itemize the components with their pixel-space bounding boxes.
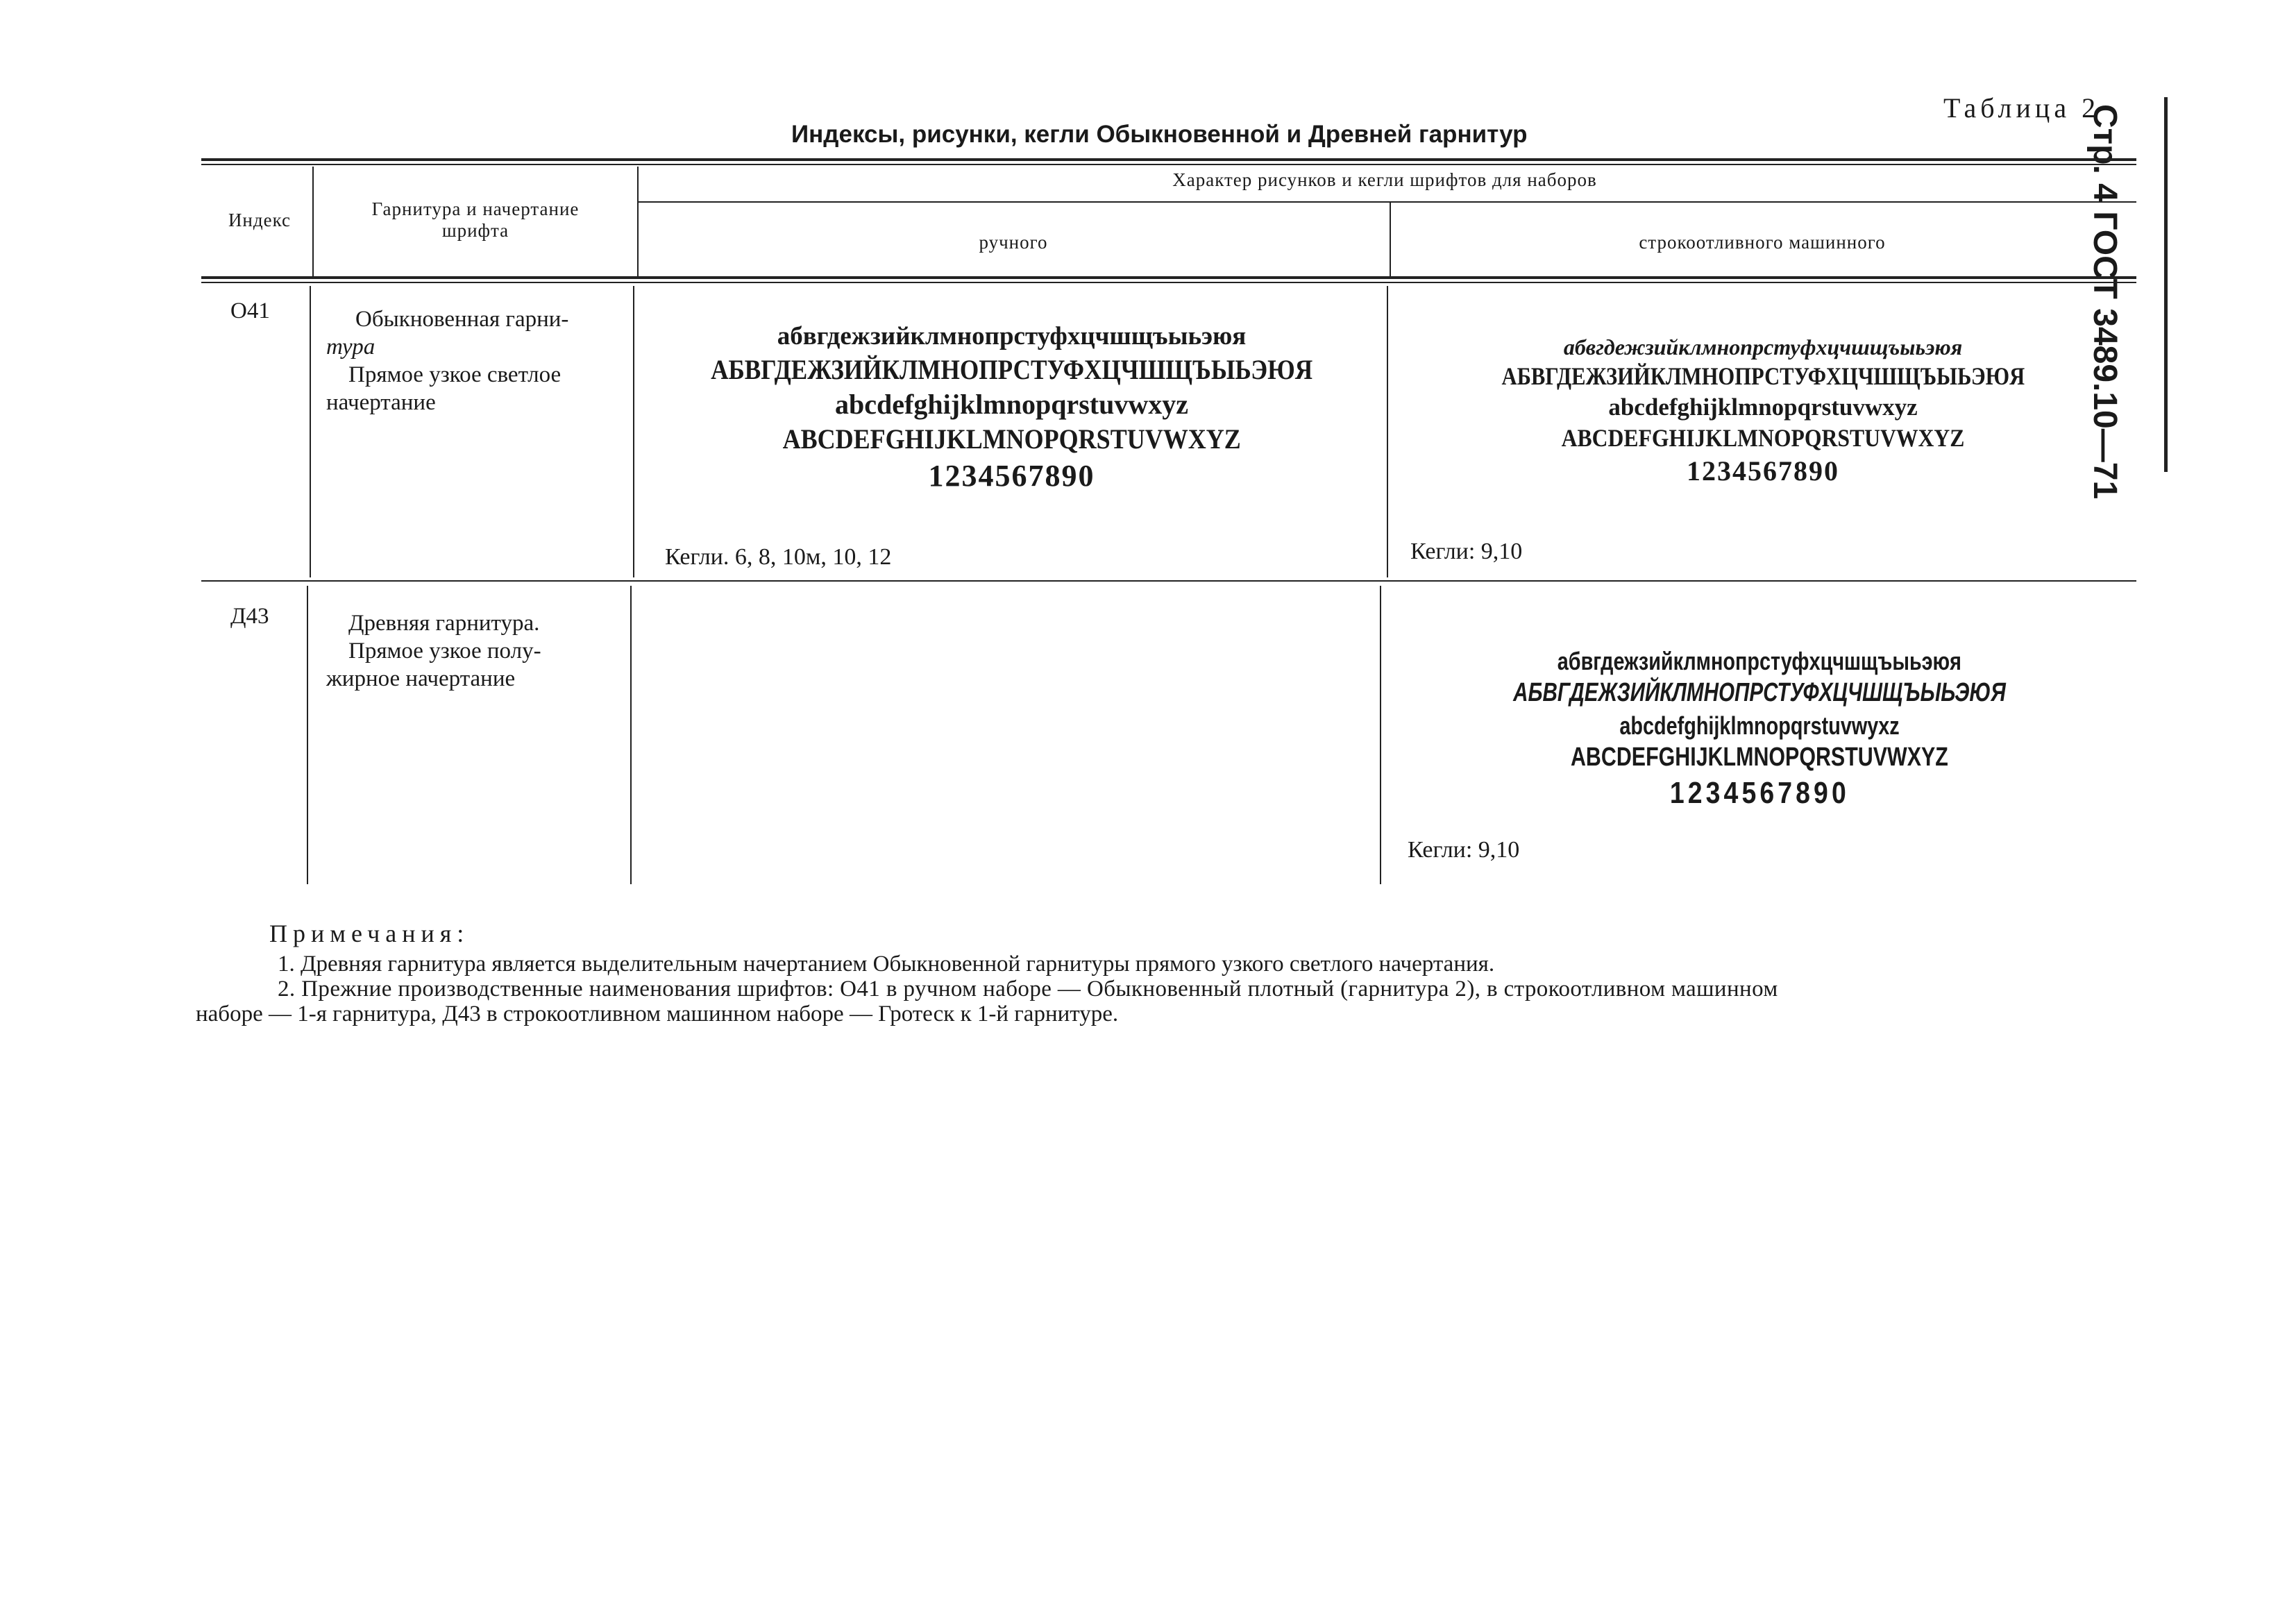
- header-sub-rule: [637, 201, 2136, 203]
- specimen-cyr-lower: абвгдежзийклмнопрстуфхцчшщъыьэюя: [1563, 335, 1963, 360]
- header-typeface-line2: шрифта: [441, 220, 509, 241]
- col-divider-1-header: [312, 167, 314, 276]
- header-typeface: [319, 198, 632, 242]
- header-character: Характер рисунков и кегли шрифтов для наборов: [1172, 169, 1597, 190]
- col-divider-2-row1: [633, 286, 634, 577]
- col-divider-1-row2: [307, 586, 308, 884]
- note-2-line1: 2. Прежние производственные наименования шрифтов: О41 в ручном наборе — Обыкновенный плотный (гарнитура 2), в строкоотливном машинном: [278, 977, 1778, 1001]
- header-machine: строкоотливного машинного: [1639, 232, 1886, 253]
- table-number: Таблица 2: [1943, 92, 2100, 124]
- row-index-o41: О41: [230, 298, 270, 323]
- specimen-o41-manual: [639, 321, 1385, 495]
- specimen-digits: 1234567890: [1687, 455, 1839, 487]
- specimen-cyr-upper: АБВГДЕЖЗИЙКЛМНОПРСТУФХЦЧШЩЪЫЬЭЮЯ: [1513, 678, 2006, 707]
- specimen-lat-lower: abcdefghijklmnopqrstuvwxyz: [835, 389, 1188, 421]
- specimen-lat-upper: ABCDEFGHIJKLMNOPQRSTUVWXYZ: [1561, 423, 1965, 452]
- col-divider-2-row2: [630, 586, 632, 884]
- side-rule: [2164, 97, 2168, 472]
- note-2-line2: наборе — 1-я гарнитура, Д43 в строкоотливном машинном наборе — Гротеск к 1-й гарнитуре.: [196, 1001, 1119, 1026]
- sizes-o41-manual: Кегли. 6, 8, 10м, 10, 12: [665, 544, 892, 570]
- header-index: Индекс: [228, 210, 292, 230]
- col-divider-3-row1: [1387, 286, 1388, 577]
- header-bottom-rule: [201, 276, 2136, 279]
- header-manual: ручного: [979, 232, 1048, 253]
- sizes-d43-machine: Кегли: 9,10: [1408, 837, 1520, 863]
- typeface-line: Прямое узкое светлое: [348, 362, 562, 387]
- typeface-line: начертание: [326, 390, 436, 415]
- table-top-rule-inner: [201, 164, 2136, 165]
- header-typeface-line1: Гарнитура и начертание: [371, 198, 580, 219]
- header-bottom-rule-inner: [201, 282, 2136, 283]
- specimen-lat-lower: abcdefghijklmnopqrstuvwyxz: [1619, 711, 1900, 740]
- col-divider-1-row1: [310, 286, 311, 577]
- typeface-line: Прямое узкое полу-: [348, 639, 541, 663]
- typeface-line: Обыкновенная гарни-: [355, 307, 569, 332]
- page-side-header: Стр. 4 ГОСТ 3489.10—71: [2086, 104, 2123, 500]
- typeface-line: жирное начертание: [326, 666, 516, 691]
- specimen-lat-upper: ABCDEFGHIJKLMNOPQRSTUVWXYZ: [1571, 742, 1948, 772]
- specimen-digits: 1234567890: [1669, 776, 1850, 810]
- typeface-line: Древняя гарнитура.: [348, 611, 540, 636]
- specimen-lat-lower: abcdefghijklmnopqrstuvwxyz: [1608, 394, 1918, 421]
- sizes-o41-machine: Кегли: 9,10: [1410, 539, 1523, 564]
- specimen-cyr-lower: абвгдежзийклмнопрстуфхцчшщъыьэюя: [1557, 647, 1962, 675]
- specimen-lat-upper: ABCDEFGHIJKLMNOPQRSTUVWXYZ: [782, 423, 1241, 455]
- specimen-cyr-upper: АБВГДЕЖЗИЙКЛМНОПРСТУФХЦЧШЩЪЫЬЭЮЯ: [1501, 362, 2025, 390]
- specimen-cyr-upper: АБВГДЕЖЗИЙКЛМНОПРСТУФХЦЧШЩЪЫЬЭЮЯ: [710, 354, 1312, 386]
- typeface-line: тура: [326, 335, 375, 360]
- row-typeface-d43: [326, 609, 625, 693]
- specimen-o41-machine: [1395, 333, 2131, 489]
- specimen-digits: 1234567890: [928, 459, 1095, 493]
- notes-title: Примечания:: [269, 920, 470, 947]
- table-title: Индексы, рисунки, кегли Обыкновенной и Древней гарнитур: [791, 121, 1528, 148]
- specimen-cyr-lower: абвгдежзийклмнопрстуфхцчшщъыьэюя: [777, 322, 1247, 350]
- specimen-d43-machine: [1388, 645, 2131, 812]
- row-typeface-o41: [326, 305, 625, 416]
- row-index-d43: Д43: [230, 604, 269, 629]
- col-divider-3-row2: [1380, 586, 1381, 884]
- table-top-rule: [201, 158, 2136, 161]
- row-divider: [201, 580, 2136, 582]
- note-1: 1. Древняя гарнитура является выделительным начертанием Обыкновенной гарнитуры прямого узкого светлого начертания.: [278, 952, 1495, 977]
